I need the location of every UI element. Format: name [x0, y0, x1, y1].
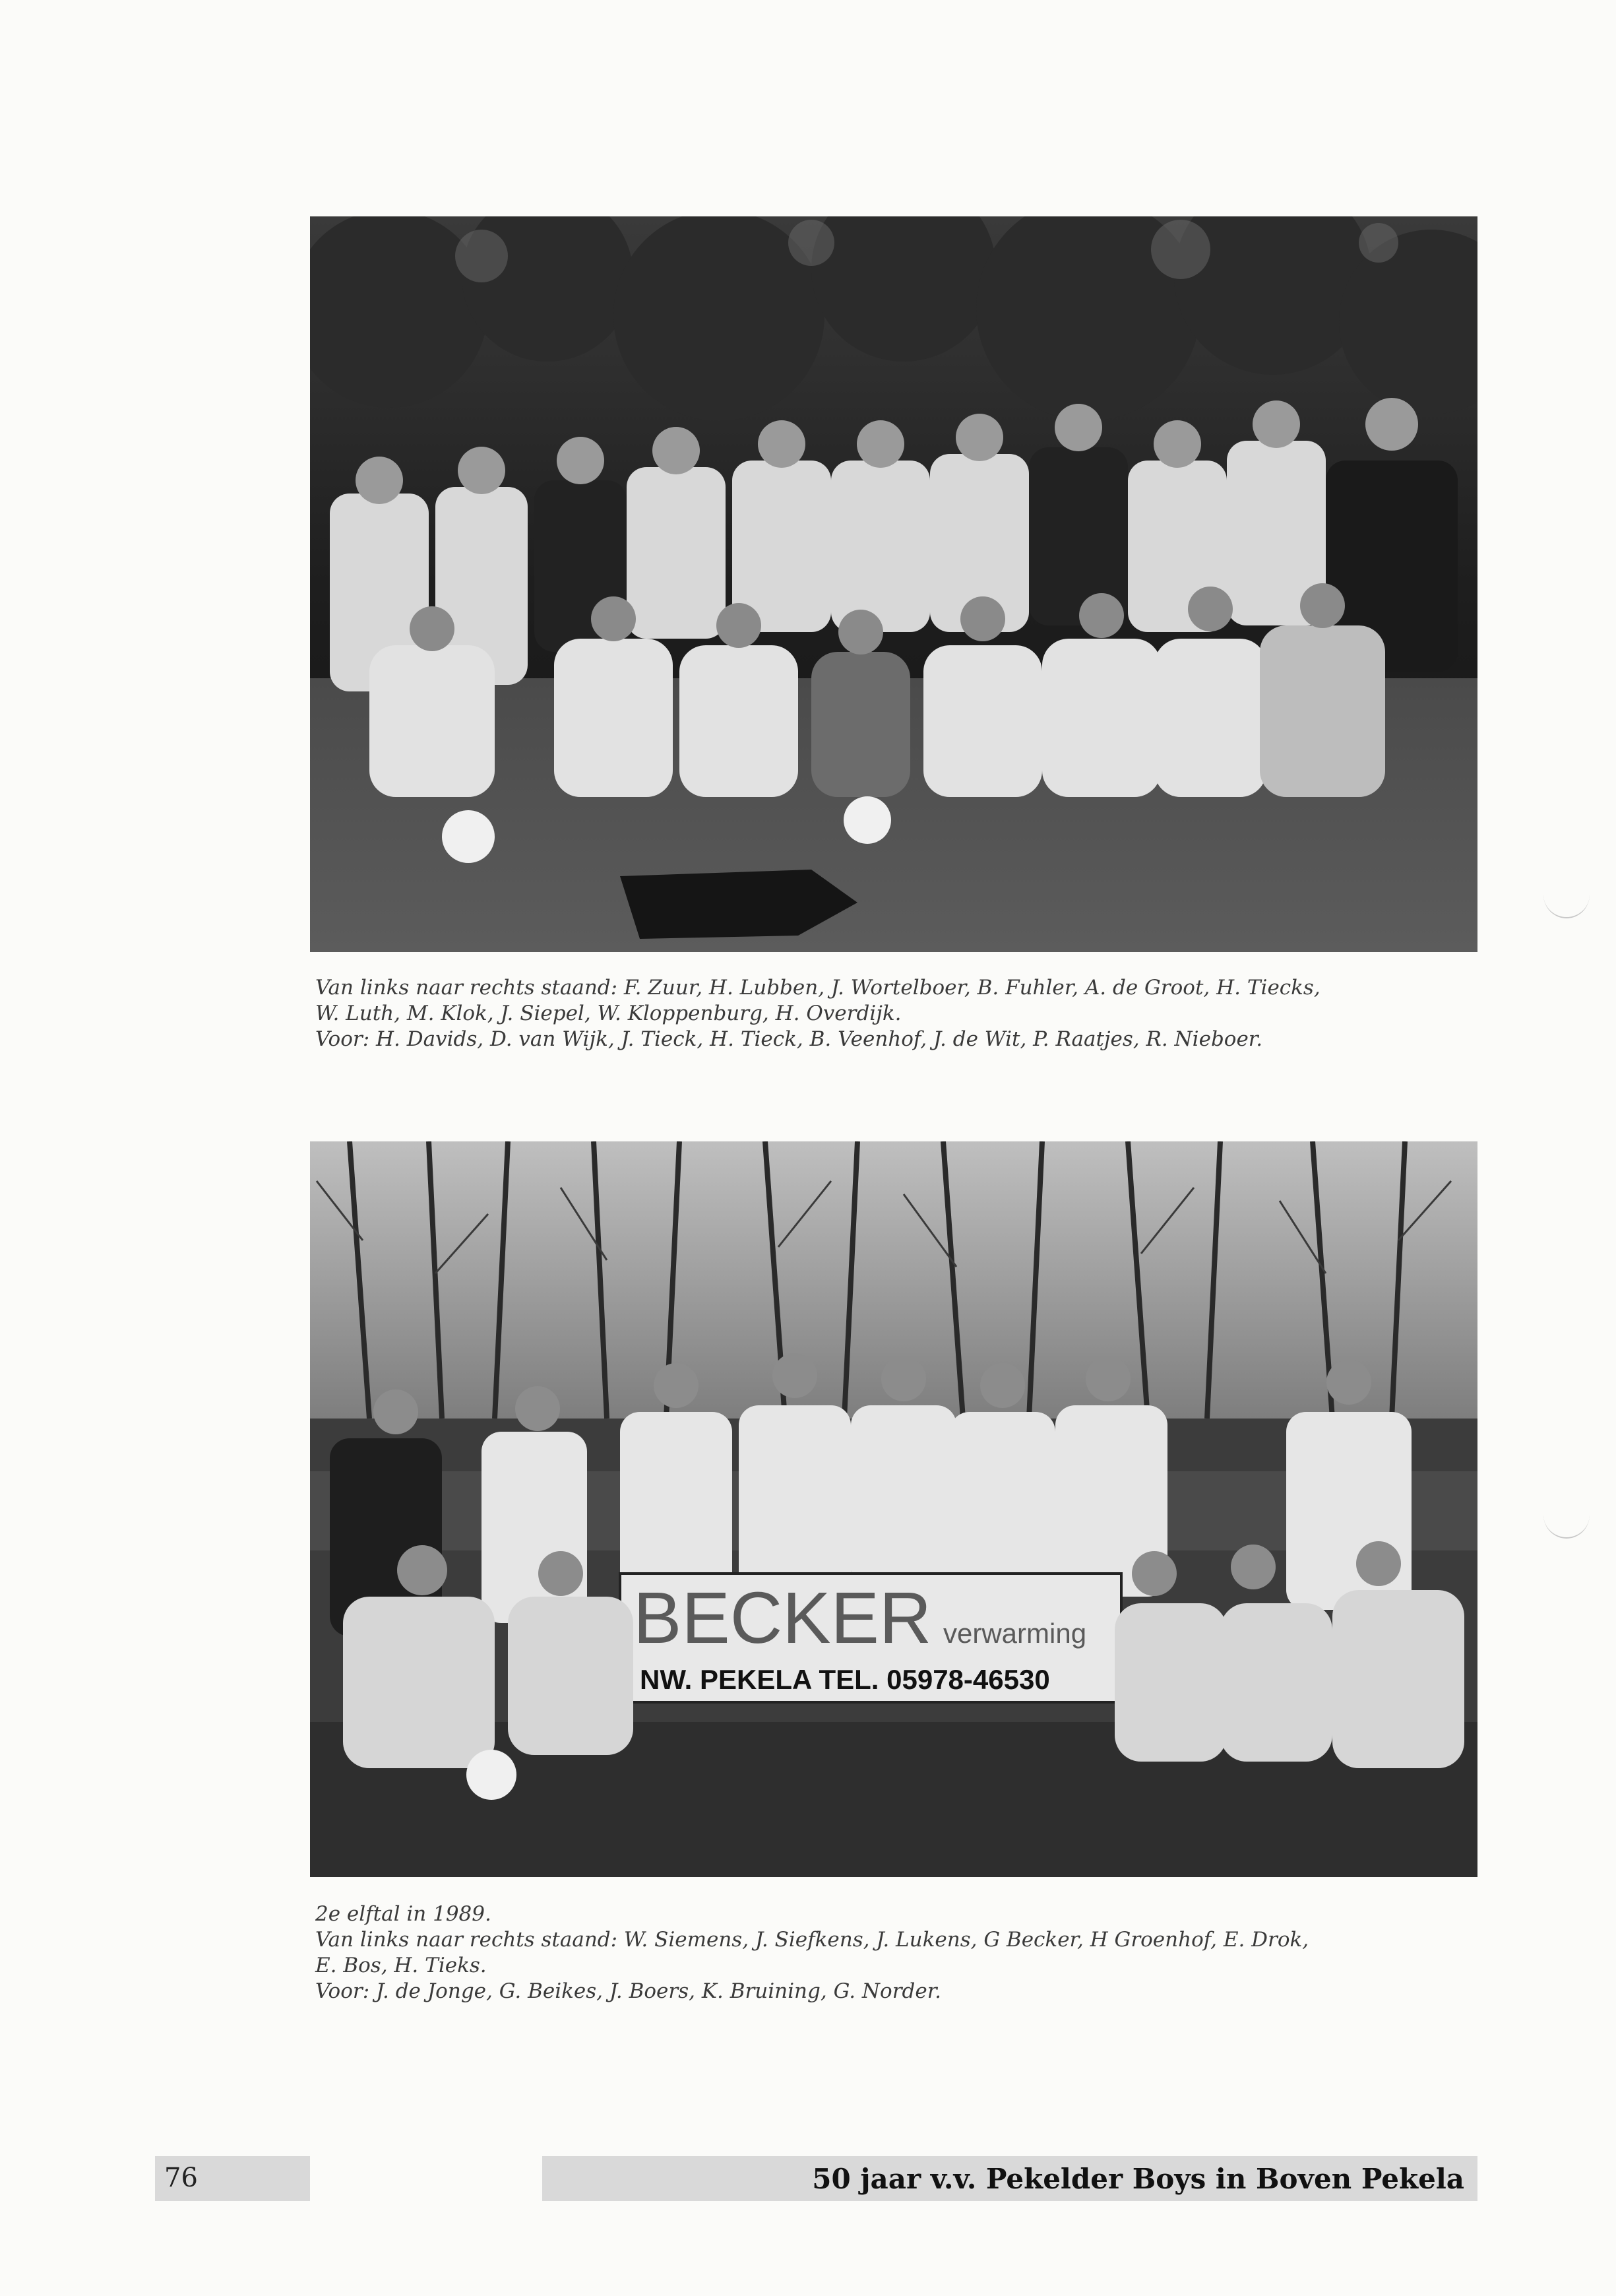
edge-mark [1543, 1491, 1590, 1539]
caption-line: Voor: J. de Jonge, G. Beikes, J. Boers, K. Bruining, G. Norder. [315, 1979, 941, 2003]
banner-subtitle: verwarming [943, 1618, 1087, 1649]
running-footer [542, 2156, 1477, 2201]
team-photo-1-image [310, 216, 1477, 952]
photo-1-caption [315, 975, 1463, 1052]
caption-line: E. Bos, H. Tieks. [315, 1954, 487, 1977]
page-number: 76 [164, 2163, 198, 2193]
edge-mark [1543, 871, 1590, 918]
caption-line: Van links naar rechts staand: F. Zuur, H. Lubben, J. Wortelboer, B. Fuhler, A. de Groot, H. Tiecks, [315, 976, 1321, 1000]
team-photo-1 [310, 216, 1477, 952]
caption-line: Voor: H. Davids, D. van Wijk, J. Tieck, H. Tieck, B. Veenhof, J. de Wit, P. Raatjes, R. Nieboer. [315, 1027, 1263, 1051]
team-photo-2-image [310, 1141, 1477, 1877]
photo-2-caption [315, 1901, 1463, 2004]
caption-line: W. Luth, M. Klok, J. Siepel, W. Kloppenburg, H. Overdijk. [315, 1002, 902, 1025]
page-number-box [155, 2156, 310, 2201]
caption-line: 2e elftal in 1989. [315, 1902, 491, 1926]
banner-company: BECKER [633, 1578, 932, 1659]
banner-phone: NW. PEKELA TEL. 05978-46530 [640, 1664, 1050, 1695]
caption-line: Van links naar rechts staand: W. Siemens, J. Siefkens, J. Lukens, G Becker, H Groenhof, E. Drok, [315, 1928, 1309, 1952]
team-photo-2 [310, 1141, 1477, 1877]
book-title: 50 jaar v.v. Pekelder Boys in Boven Pekela [812, 2163, 1464, 2195]
